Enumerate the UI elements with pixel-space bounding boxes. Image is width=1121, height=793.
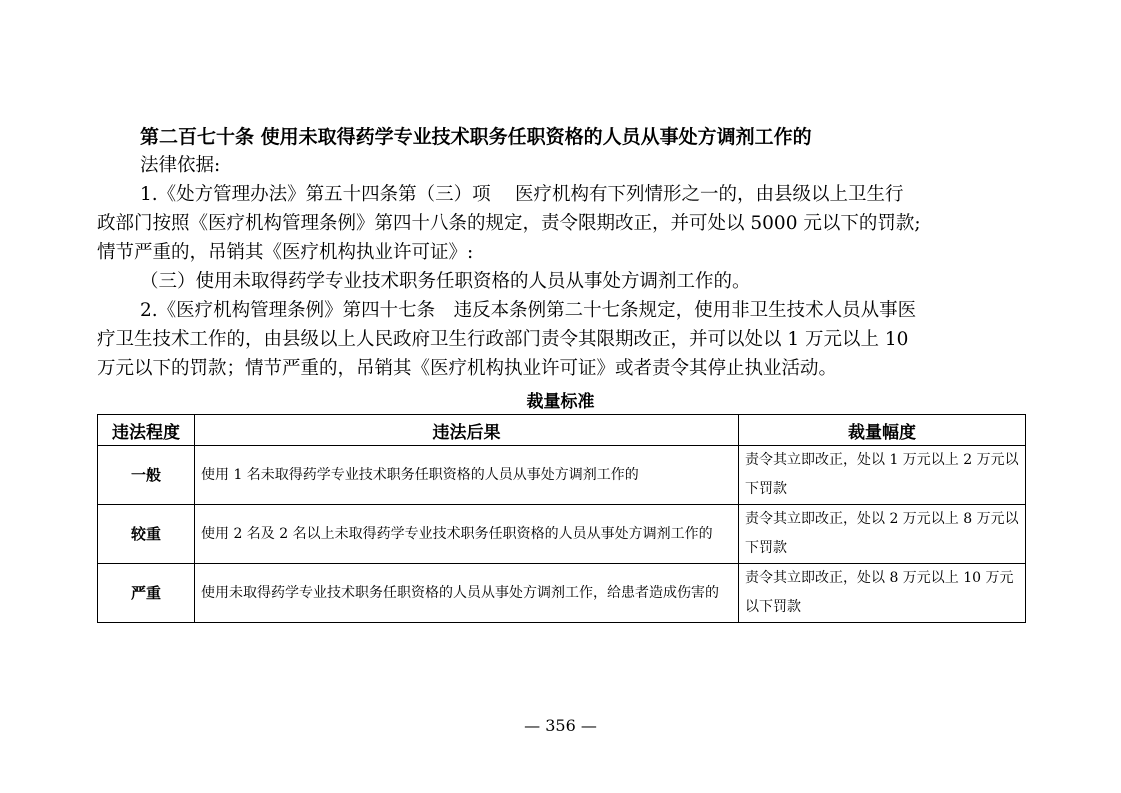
body-line-7: 万元以下的罚款；情节严重的，吊销其《医疗机构执业许可证》或者责令其停止执业活动。 — [97, 358, 838, 379]
row-level: 较重 — [98, 505, 195, 564]
row-penalty: 责令其立即改正，处以 2 万元以上 8 万元以下罚款 — [739, 505, 1026, 564]
table-row — [98, 564, 1026, 623]
row-consequence: 使用 1 名未取得药学专业技术职务任职资格的人员从事处方调剂工作的 — [195, 446, 739, 505]
body-line-4: （三）使用未取得药学专业技术职务任职资格的人员从事处方调剂工作的。 — [140, 271, 751, 292]
row-consequence: 使用 2 名及 2 名以上未取得药学专业技术职务任职资格的人员从事处方调剂工作的 — [195, 505, 739, 564]
table-row — [98, 505, 1026, 564]
body-line-6: 疗卫生技术工作的，由县级以上人民政府卫生行政部门责令其限期改正，并可以处以 1 万元以上 10 — [97, 329, 909, 350]
table-row — [98, 446, 1026, 505]
header-discretion-range: 裁量幅度 — [739, 415, 1026, 446]
header-violation-degree: 违法程度 — [98, 415, 195, 446]
row-level: 严重 — [98, 564, 195, 623]
legal-basis-heading: 法律依据: — [140, 155, 221, 176]
discretion-table — [97, 414, 1026, 623]
body-line-2: 政部门按照《医疗机构管理条例》第四十八条的规定，责令限期改正，并可处以 5000 元以下的罚款; — [97, 213, 921, 234]
article-title: 第二百七十条 使用未取得药学专业技术职务任职资格的人员从事处方调剂工作的 — [140, 126, 812, 148]
body-line-5: 2.《医疗机构管理条例》第四十七条 违反本条例第二十七条规定，使用非卫生技术人员从事医 — [140, 300, 917, 321]
row-penalty: 责令其立即改正，处以 8 万元以上 10 万元以下罚款 — [739, 564, 1026, 623]
body-line-1: 1.《处方管理办法》第五十四条第（三）项 医疗机构有下列情形之一的，由县级以上卫生行 — [140, 184, 904, 205]
row-consequence: 使用未取得药学专业技术职务任职资格的人员从事处方调剂工作，给患者造成伤害的 — [195, 564, 739, 623]
table-header-row — [98, 415, 1026, 446]
header-violation-consequence: 违法后果 — [195, 415, 739, 446]
body-line-3: 情节严重的，吊销其《医疗机构执业许可证》: — [97, 242, 474, 263]
page-number: — 356 — — [524, 716, 597, 735]
table-caption: 裁量标准 — [526, 392, 595, 412]
row-level: 一般 — [98, 446, 195, 505]
row-penalty: 责令其立即改正，处以 1 万元以上 2 万元以下罚款 — [739, 446, 1026, 505]
